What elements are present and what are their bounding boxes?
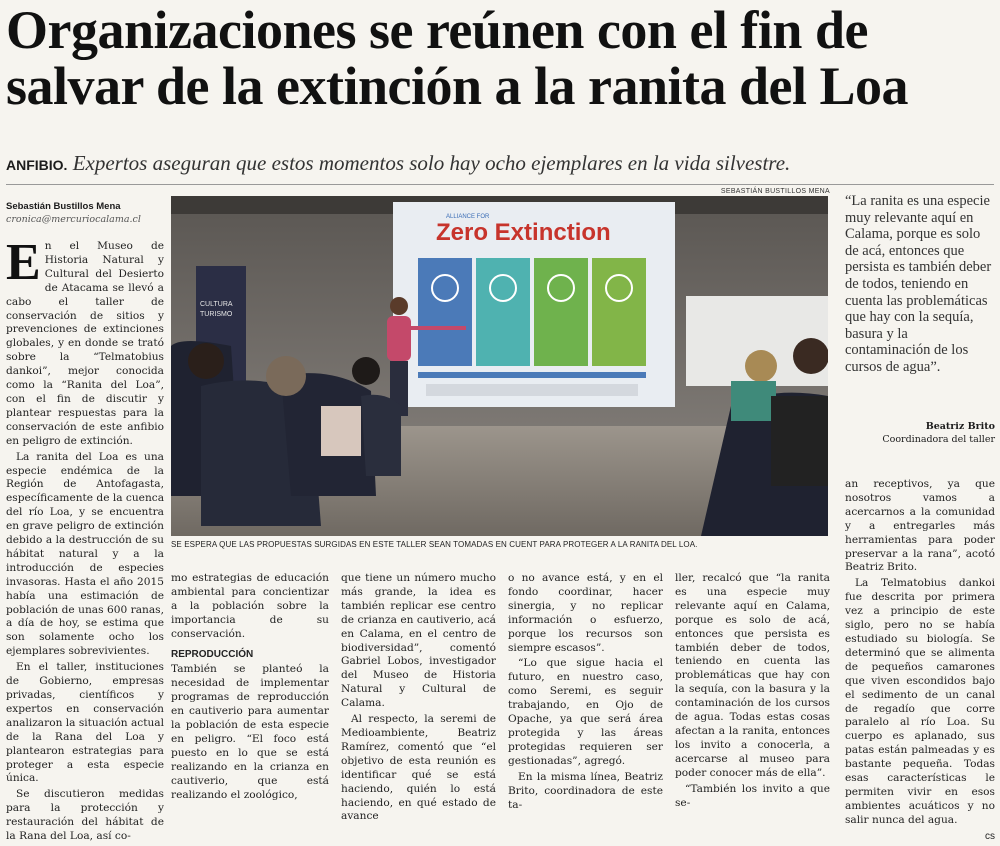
paragraph: En el taller, instituciones de Gobierno, empresas privadas, científicos y expertos en conservación analizaron la situación actual de la Rana del Loa y plantearon estrategias para proteger a esta especie única.: [6, 661, 164, 785]
photo-caption: SE ESPERA QUE LAS PROPUESTAS SURGIDAS EN ESTE TALLER SEAN TOMADAS EN CUENT PARA PROTEGER A LA RANITA DEL LOA.: [171, 540, 698, 549]
body-column-1: [6, 234, 165, 846]
headline: Organizaciones se reúnen con el fin de salvar de la extinción a la ranita del Loa: [6, 0, 909, 116]
paragraph: En el Museo de Historia Natural y Cultural del Desierto de Atacama se llevó a cabo el taller de conservación de sitios y prevenciones de extinciones globales, y en donde se trató sobre la “Telmatobius dankoi”, mejor conocida como la “Ranita del Loa”, con el fin de discutir y plantear respuestas para la conservación de este anfibio en peligro de extinción.: [6, 234, 164, 447]
drop-cap: E: [6, 234, 41, 291]
quote-attribution: [845, 420, 995, 446]
photo-credit: SEBASTIÁN BUSTILLOS MENA: [720, 188, 830, 195]
subheading: REPRODUCCIÓN: [171, 648, 254, 660]
banner-text-2: TURISMO: [200, 311, 233, 318]
paragraph: ller, recalcó que “la ranita es una especie muy relevante aquí en Calama, porque es solo de acá, entonces que persista es también deber de todos, teniendo en cuenta las problemáticas que hay con la sequía, con la basura y la contaminación de los cursos de agua. Todas estas cosas afectan a la ranita, entonces los invito a conocerla, a acercarse al museo para poder conocer más de ella”.: [675, 572, 830, 779]
body-column-4: [508, 572, 663, 814]
kicker-tag: ANFIBIO.: [6, 157, 68, 173]
paragraph: que tiene un número mucho más grande, la idea es también replicar ese centro de crianza en cautiverio, acá en Calama, en el centro de biodiversidad”, comentó Gabriel Lobos, investigador del Museo de Historia Natural y Cultural de Calama.: [341, 572, 496, 710]
banner-text: CULTURA: [200, 301, 233, 308]
paragraph: o no avance está, y en el fondo coordinar, hacer sinergia, y no replicar información o esfuerzo, porque los recursos son siempre escasos”.: [508, 572, 663, 654]
article-photo: [171, 196, 828, 536]
paragraph: Al respecto, la seremi de Medioambiente, Beatriz Ramírez, comentó que “el objetivo de esta reunión es identificar qué se está haciendo, quién lo está haciendo, en qué estado de avance: [341, 713, 496, 823]
kicker-deck: Expertos aseguran que estos momentos solo hay ocho ejemplares en la vida silvestre.: [72, 151, 791, 175]
body-column-3: [341, 572, 496, 826]
byline-email[interactable]: cronica@mercuriocalama.cl: [6, 214, 141, 225]
paragraph: La ranita del Loa es una especie endémica de la Región de Antofagasta, específicamente de la cuenca del río Loa, y se encuentra en grave peligro de extinción debido a la destrucción de su hábitat natural y a la introducción de especies invasoras. Hasta el año 2015 había una estimación de población de unas 600 ranas, a día de hoy, se estima que son solamente ocho los ejemplares sobrevivientes.: [6, 450, 165, 658]
paragraph: También se planteó la necesidad de implementar programas de reproducción en cautiverio para aumentar la población de esta especie en peligro. “El foco está puesto en lo que se está realizando en la crianza en cautiverio, que está realizando el zoológico,: [171, 663, 329, 801]
screen-title: Zero Extinction: [436, 219, 611, 246]
kicker: [6, 151, 996, 177]
screen-subtitle: ALLIANCE FOR: [446, 214, 490, 220]
divider: [6, 184, 994, 185]
end-mark: cs: [985, 830, 995, 842]
body-column-6: [845, 478, 995, 844]
body-column-5: [675, 572, 830, 812]
pull-quote: “La ranita es una especie muy relevante aquí en Calama, porque es solo de acá, entonces que persista es también deber de todos, teniendo en cuenta las problemáticas que hay con la sequía, basura y la contaminación de los cursos de agua”.: [845, 193, 992, 375]
quote-author: Beatriz Brito: [925, 421, 995, 432]
byline-author: Sebastián Bustillos Mena: [6, 201, 121, 212]
paragraph: La Telmatobius dankoi fue descrita por primera vez a principio de este siglo, pero no se había estudiado su biología. Se determinó que se alimenta de pequeños camarones que viven escondidos bajo el sedimento de un canal de regadío que corre paralelo al río Loa. Su cuerpo es aplanado, sus patas están palmeadas y es bastante pequeña. Todas esas características le permiten vivir en esos ambientes acuáticos y no salir nunca del agua.: [845, 577, 995, 826]
paragraph: En la misma línea, Beatriz Brito, coordinadora de este ta-: [508, 770, 663, 811]
paragraph: “Lo que sigue hacia el futuro, en nuestro caso, como Seremi, es seguir trabajando, en Ojo de Opache, ya que será área protegida y las áreas protegidas requieren ser gestionadas”, agregó.: [508, 657, 663, 767]
paragraph: mo estrategias de educación ambiental para concientizar a la población sobre la importancia de su conservación.: [171, 572, 329, 640]
byline: [6, 200, 166, 226]
paragraph: an receptivos, ya que nosotros vamos a acercarnos a la comunidad y a entregarles más herramientas para poder preservar a la rana”, acotó Beatriz Brito.: [845, 478, 995, 574]
paragraph: Se discutieron medidas para la protección y restauración del hábitat de la Rana del Loa, así co-: [6, 788, 164, 843]
paragraph: “También los invito a que se-: [675, 782, 830, 809]
quote-role: Coordinadora del taller: [882, 434, 995, 445]
body-column-2: [171, 572, 329, 805]
